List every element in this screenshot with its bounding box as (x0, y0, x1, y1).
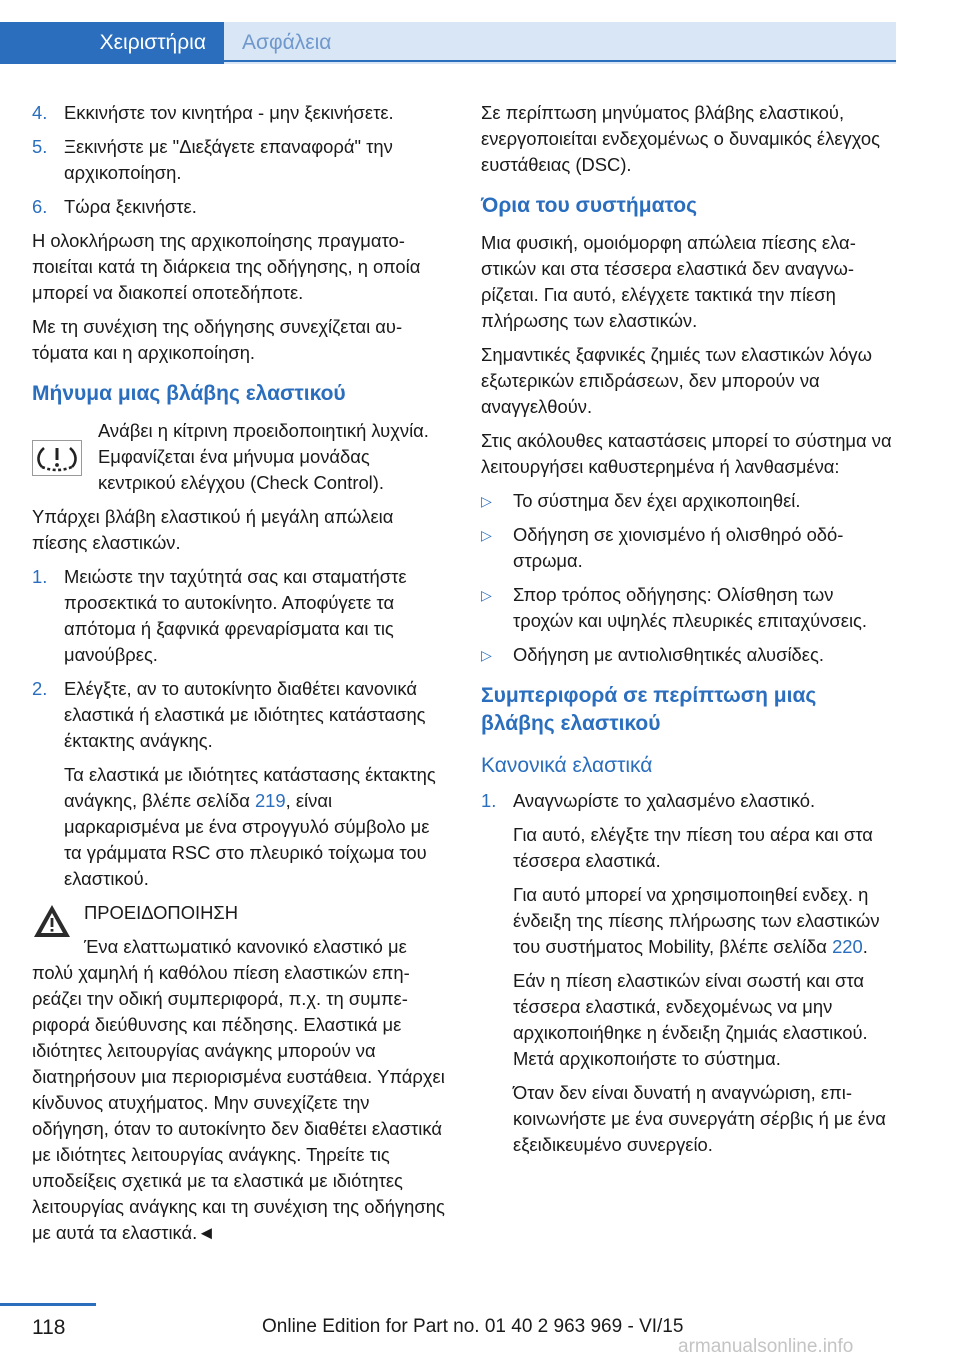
section-heading: Μήνυμα μιας βλάβης ελαστικού (32, 382, 346, 405)
step-note: Εάν η πίεση ελαστικών είναι σωστή και στα τέσσερα ελαστικά, ενδεχομένως να μην αρχικοποιήθηκε η ένδειξη ζημιάς ελαστικού. Μετά αρχικοποιήστε το σύστημα. (513, 970, 868, 1069)
step-note: Τα ελαστικά με ιδιότητες κατάστασης έκτακτης ανάγκης, βλέπε σελίδα 219, είναι μαρκαρισμένα με ένα στρογγυλό σύμβολο με τα γράμματα RSC στο πλευρικό τοίχωμα του ελαστικού. (64, 764, 436, 889)
step-item: 1. Αναγνωρίστε το χαλασμένο ελαστικό. (481, 790, 816, 811)
paragraph: Μια φυσική, ομοιόμορφη απώλεια πίεσης ελαστικών και στα τέσσερα ελαστικά δεν αναγνωρίζεται. Για αυτό, ελέγχετε τακτικά την πίεση πλήρωσης των ελαστικών. (481, 232, 856, 331)
triangle-bullet-icon: ▷ (481, 527, 492, 543)
subsection-heading: Κανονικά ελαστικά (481, 754, 653, 777)
paragraph: Στις ακόλουθες καταστάσεις μπορεί το σύστημα να λειτουργήσει καθυστερημένα ή λανθασμένα: (481, 430, 892, 477)
paragraph: Η ολοκλήρωση της αρχικοποίησης πραγματοποιείται κατά τη διάρκεια της οδήγησης, η οποία μπορεί να διακοπεί οποτεδήποτε. (32, 230, 421, 303)
triangle-bullet-icon: ▷ (481, 647, 492, 663)
step-note: Για αυτό, ελέγξτε την πίεση του αέρα και στα τέσσερα ελαστικά. (513, 824, 873, 871)
step-note: Όταν δεν είναι δυνατή η αναγνώριση, επικοινωνήστε με ένα συνεργάτη σέρβις ή με ένα εξειδικευμένο συνεργείο. (513, 1082, 886, 1155)
step-item: 6. Τώρα ξεκινήστε. (32, 196, 197, 217)
warning-text: πολύ χαμηλή ή καθόλου πίεση ελαστικών επηρεάζει την οδική συμπεριφορά, π.χ. τη συμπεριφορά διεύθυνσης και πέδησης. Ελαστικά με ιδιότητες λειτουργίας ανάγκης μπορούν να διατηρήσουν μια περιορισμένα ευστάθεια. Υπάρχει κίνδυνος ατυχήματος. Μην συνεχίζετε την οδήγηση, όταν το αυτοκίνητο δεν διαθέτει ελαστικά με ιδιότητες λειτουργίας ανάγκης. Τηρείτε τις υποδείξεις σχετικά με τα ελαστικά με ιδιότητες λειτουργίας ανάγκης και τη συνέχιση της οδήγησης με αυτά τα ελαστικά.◄ (32, 962, 445, 1243)
page-reference-link[interactable]: 220 (832, 936, 863, 957)
warning-triangle-icon (32, 902, 72, 940)
warning-lamp-text: Ανάβει η κίτρινη προειδοποιητική λυχνία. Εμφανίζεται ένα μήνυμα μονάδας κεντρικού ελέγχου (Check Control). (98, 420, 429, 493)
list-item: ▷ Οδήγηση σε χιονισμένο ή ολισθηρό οδόστρωμα. (481, 522, 895, 574)
header-rule (0, 60, 896, 62)
triangle-bullet-icon: ▷ (481, 587, 492, 603)
step-item: 5. Ξεκινήστε με "Διεξάγετε επαναφορά" την αρχικοποίηση. (32, 136, 393, 183)
warning-title: ΠΡΟΕΙΔΟΠΟΙΗΣΗ (84, 902, 239, 923)
list-item: ▷ Το σύστημα δεν έχει αρχικοποιηθεί. (481, 488, 895, 514)
list-item: ▷ Οδήγηση με αντιολισθητικές αλυσίδες. (481, 642, 895, 668)
footer-rule (0, 1303, 96, 1306)
page-reference-link[interactable]: 219 (254, 790, 286, 811)
page-number: 118 (32, 1316, 66, 1339)
chapter-tabs (0, 22, 960, 64)
paragraph: Με τη συνέχιση της οδήγησης συνεχίζεται αυτόματα και η αρχικοποίηση. (32, 316, 403, 363)
tab-controls[interactable]: Χειριστήρια (0, 22, 224, 64)
warning-text-first: Ένα ελαττωματικό κανονικό ελαστικό με (84, 936, 407, 957)
right-column (481, 100, 895, 1166)
step-item: 1. Μειώστε την ταχύτητά σας και σταματήστε προσεκτικά το αυτοκίνητο. Αποφύγετε τα απότομα ή ξαφνικά φρεναρίσματα και τις μανούβρες. (32, 566, 407, 665)
paragraph: Υπάρχει βλάβη ελαστικού ή μεγάλη απώλεια πίεσης ελαστικών. (32, 506, 394, 553)
step-note: Για αυτό μπορεί να χρησιμοποιηθεί ενδεχ. η ένδειξη της πίεσης πλήρωσης των ελαστικών του συστήματος Mobility, βλέπε σελίδα 220. (513, 884, 880, 957)
left-column (32, 100, 450, 1254)
step-item: 4. Εκκινήστε τον κινητήρα - μην ξεκινήσετε. (32, 102, 394, 123)
warning-lamp-row (32, 418, 450, 496)
section-heading: Όρια του συστήματος (481, 194, 698, 217)
end-mark: ◄ (197, 1222, 216, 1243)
paragraph: Σημαντικές ξαφνικές ζημιές των ελαστικών λόγω εξωτερικών επιδράσεων, δεν μπορούν να αναγγελθούν. (481, 344, 872, 417)
step-item: 2. Ελέγξτε, αν το αυτοκίνητο διαθέτει κανονικά ελαστικά ή ελαστικά με ιδιότητες κατάστασης έκτακτης ανάγκης. (32, 678, 426, 751)
edition-note: Online Edition for Part no. 01 40 2 963 969 - VI/15 (262, 1316, 684, 1337)
section-heading: Συμπεριφορά σε περίπτωση μιας βλάβης ελαστικού (481, 684, 817, 735)
watermark: armanualsonline.info (678, 1336, 854, 1357)
paragraph: Σε περίπτωση μηνύματος βλάβης ελαστικού, ενεργοποιείται ενδεχομένως ο δυναμικός έλεγχος ευστάθειας (DSC). (481, 102, 880, 175)
warning-block (32, 900, 450, 1246)
tire-pressure-warning-icon (32, 440, 82, 476)
tab-safety[interactable]: Ασφάλεια (224, 22, 896, 64)
triangle-bullet-icon: ▷ (481, 493, 492, 509)
list-item: ▷ Σπορ τρόπος οδήγησης: Ολίσθηση των τροχών και υψηλές πλευρικές επιταχύνσεις. (481, 582, 895, 634)
